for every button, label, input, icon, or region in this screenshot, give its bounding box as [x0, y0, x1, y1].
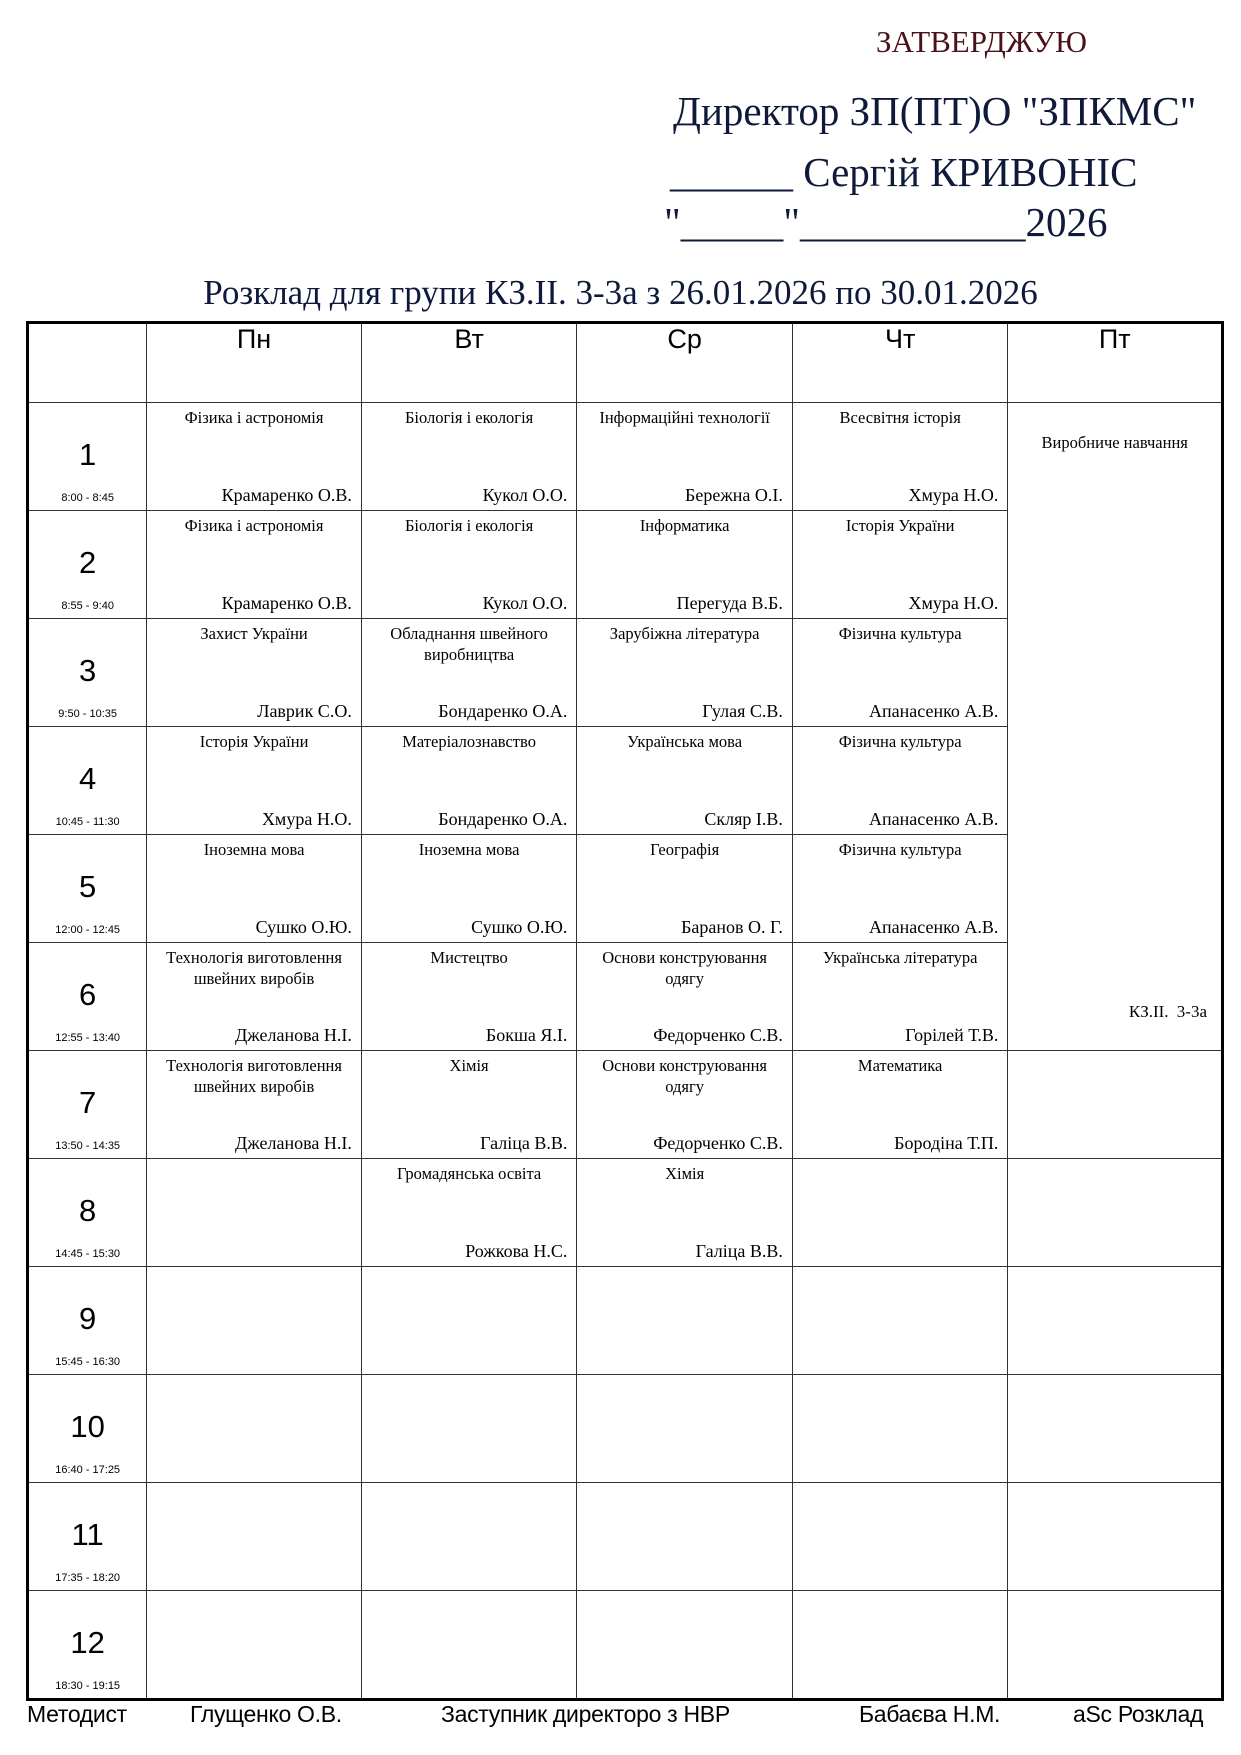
lesson-cell — [792, 1483, 1008, 1591]
lesson-cell — [361, 619, 577, 727]
lesson-cell — [361, 1591, 577, 1700]
lesson-teacher: Крамаренко О.В. — [221, 485, 352, 505]
period-number: 1 — [79, 437, 97, 472]
period-row — [28, 403, 1223, 511]
lesson-cell — [361, 835, 577, 943]
lesson-cell — [1008, 1375, 1223, 1483]
lesson-subject: Фізична культура — [838, 840, 962, 859]
lesson-subject: Основи конструювання одягу — [602, 1056, 768, 1096]
corner-cell — [28, 323, 147, 403]
period-cell — [28, 1051, 147, 1159]
lesson-cell — [361, 511, 577, 619]
lesson-subject: Історія України — [199, 732, 309, 751]
lesson-cell — [361, 943, 577, 1051]
lesson-teacher: Лаврик С.О. — [257, 701, 352, 721]
period-time: 9:50 - 10:35 — [58, 708, 117, 720]
lesson-teacher: Джеланова Н.І. — [235, 1133, 352, 1153]
period-cell — [28, 943, 147, 1051]
lesson-subject: Фізика і астрономія — [184, 516, 324, 535]
lesson-teacher: Галіца В.В. — [480, 1133, 568, 1153]
day-header-mon: Пн — [147, 323, 362, 403]
footer-deputy-label: Заступник директоро з НВР — [441, 1701, 730, 1727]
lesson-cell — [792, 1267, 1008, 1375]
lesson-teacher: Сушко О.Ю. — [255, 917, 352, 937]
period-cell — [28, 835, 147, 943]
lesson-cell — [577, 1483, 793, 1591]
lesson-cell — [361, 403, 577, 511]
lesson-cell — [147, 835, 362, 943]
lesson-teacher: Горілей Т.В. — [905, 1025, 999, 1045]
period-number: 7 — [79, 1085, 97, 1120]
lesson-cell — [792, 1375, 1008, 1483]
period-row — [28, 1375, 1223, 1483]
period-time: 13:50 - 14:35 — [55, 1140, 121, 1152]
lesson-teacher: Скляр І.В. — [704, 809, 783, 829]
lesson-cell — [792, 943, 1008, 1051]
friday-block-cell — [1008, 403, 1223, 1051]
period-time: 8:00 - 8:45 — [61, 492, 114, 504]
lesson-teacher: Сушко О.Ю. — [471, 917, 568, 937]
day-header-fri: Пт — [1008, 323, 1223, 403]
period-cell — [28, 1267, 147, 1375]
lesson-teacher: Апанасенко А.В. — [869, 917, 999, 937]
lesson-cell — [361, 1375, 577, 1483]
period-number: 4 — [79, 761, 97, 796]
period-time: 8:55 - 9:40 — [61, 600, 114, 612]
footer-software: aSc Розклад — [1073, 1701, 1204, 1727]
period-cell — [28, 1483, 147, 1591]
lesson-subject: Основи конструювання одягу — [602, 948, 768, 988]
lesson-teacher: Бондаренко О.А. — [438, 701, 568, 721]
lesson-cell — [577, 511, 793, 619]
friday-group: КЗ.ІІ. 3-3а — [1128, 1002, 1207, 1021]
approval-position: Директор ЗП(ПТ)О "ЗПКМС" — [673, 88, 1197, 134]
lesson-subject: Іноземна мова — [203, 840, 305, 859]
period-cell — [28, 511, 147, 619]
lesson-cell — [1008, 1267, 1223, 1375]
period-row — [28, 1591, 1223, 1700]
lesson-cell — [792, 511, 1008, 619]
period-number: 12 — [70, 1625, 105, 1660]
lesson-subject: Мистецтво — [430, 948, 508, 967]
lesson-cell — [361, 1051, 577, 1159]
lesson-cell — [361, 1267, 577, 1375]
lesson-cell — [577, 1267, 793, 1375]
approval-date: "_____"___________2026 — [664, 199, 1108, 245]
period-time: 18:30 - 19:15 — [55, 1680, 121, 1692]
period-cell — [28, 727, 147, 835]
lesson-cell — [577, 619, 793, 727]
lesson-teacher: Бондаренко О.А. — [438, 809, 568, 829]
lesson-subject: Захист України — [200, 624, 308, 643]
lesson-subject: Зарубіжна література — [609, 624, 760, 643]
lesson-cell — [1008, 1483, 1223, 1591]
lesson-cell — [577, 1159, 793, 1267]
lesson-subject: Інформатика — [639, 516, 730, 535]
lesson-teacher: Хмура Н.О. — [908, 593, 999, 613]
lesson-subject: Історія України — [845, 516, 955, 535]
lesson-teacher: Кукол О.О. — [482, 593, 568, 613]
lesson-cell — [361, 1483, 577, 1591]
lesson-subject: Громадянська освіта — [396, 1164, 542, 1183]
period-time: 10:45 - 11:30 — [55, 816, 120, 828]
lesson-subject: Всесвітня історія — [839, 408, 961, 427]
lesson-cell — [577, 403, 793, 511]
lesson-cell — [147, 1051, 362, 1159]
lesson-teacher: Федорченко С.В. — [653, 1025, 783, 1045]
period-number: 2 — [79, 545, 97, 580]
period-cell — [28, 619, 147, 727]
lesson-cell — [792, 1159, 1008, 1267]
lesson-cell — [147, 943, 362, 1051]
lesson-subject: Математика — [857, 1056, 943, 1075]
lesson-subject: Українська мова — [627, 732, 743, 751]
period-number: 9 — [79, 1301, 97, 1336]
lesson-cell — [792, 1591, 1008, 1700]
lesson-cell — [147, 1483, 362, 1591]
lesson-cell — [147, 619, 362, 727]
period-number: 10 — [70, 1409, 105, 1444]
lesson-subject: Біологія і екологія — [404, 408, 534, 427]
lesson-subject: Хімія — [449, 1056, 489, 1075]
lesson-teacher: Апанасенко А.В. — [869, 701, 999, 721]
lesson-cell — [577, 943, 793, 1051]
lesson-cell — [147, 511, 362, 619]
lesson-teacher: Хмура Н.О. — [908, 485, 999, 505]
period-row — [28, 1051, 1223, 1159]
lesson-teacher: Бокша Я.І. — [485, 1025, 568, 1045]
period-number: 3 — [79, 653, 97, 688]
lesson-cell — [147, 1375, 362, 1483]
approval-signature: ______ Сергій КРИВОНІС — [670, 149, 1138, 195]
friday-subject: Виробниче навчання — [1041, 433, 1188, 452]
lesson-subject: Українська література — [822, 948, 978, 967]
period-number: 5 — [79, 869, 97, 904]
lesson-subject: Технологія виготовлення швейних виробів — [166, 1056, 342, 1096]
lesson-cell — [577, 1591, 793, 1700]
lesson-cell — [792, 403, 1008, 511]
lesson-subject: Фізична культура — [838, 624, 962, 643]
period-time: 16:40 - 17:25 — [55, 1464, 121, 1476]
lesson-cell — [792, 727, 1008, 835]
lesson-teacher: Баранов О. Г. — [681, 917, 783, 937]
lesson-teacher: Гулая С.В. — [702, 701, 783, 721]
header-row — [28, 323, 1223, 403]
day-header-thu: Чт — [792, 323, 1008, 403]
period-time: 14:45 - 15:30 — [55, 1248, 121, 1260]
lesson-teacher: Бородіна Т.П. — [894, 1133, 999, 1153]
lesson-teacher: Джеланова Н.І. — [235, 1025, 352, 1045]
period-cell — [28, 1159, 147, 1267]
lesson-teacher: Крамаренко О.В. — [221, 593, 352, 613]
lesson-subject: Іноземна мова — [418, 840, 520, 859]
lesson-cell — [577, 1051, 793, 1159]
lesson-subject: Матеріалознавство — [402, 732, 536, 751]
lesson-subject: Географія — [650, 840, 720, 859]
lesson-subject: Технологія виготовлення швейних виробів — [166, 948, 342, 988]
lesson-subject: Фізика і астрономія — [184, 408, 324, 427]
period-time: 12:55 - 13:40 — [55, 1032, 121, 1044]
lesson-subject: Хімія — [665, 1164, 705, 1183]
lesson-teacher: Апанасенко А.В. — [869, 809, 999, 829]
lesson-cell — [1008, 1591, 1223, 1700]
lesson-teacher: Перегуда В.Б. — [676, 593, 783, 613]
lesson-teacher: Кукол О.О. — [482, 485, 568, 505]
lesson-cell — [147, 1591, 362, 1700]
lesson-cell — [361, 1159, 577, 1267]
lesson-cell — [577, 835, 793, 943]
lesson-teacher: Федорченко С.В. — [653, 1133, 783, 1153]
period-row — [28, 1159, 1223, 1267]
lesson-cell — [792, 835, 1008, 943]
page-title: Розклад для групи КЗ.ІІ. 3-3а з 26.01.2026 по 30.01.2026 — [203, 273, 1038, 312]
lesson-teacher: Рожкова Н.С. — [465, 1241, 568, 1261]
footer-methodist-label: Методист — [27, 1701, 127, 1727]
lesson-teacher: Хмура Н.О. — [261, 809, 352, 829]
lesson-cell — [577, 727, 793, 835]
approval-heading: ЗАТВЕРДЖУЮ — [876, 24, 1087, 59]
period-row — [28, 1483, 1223, 1591]
day-header-tue: Вт — [361, 323, 577, 403]
lesson-subject: Інформаційні технології — [599, 408, 770, 427]
period-time: 15:45 - 16:30 — [55, 1356, 121, 1368]
day-header-wed: Ср — [577, 323, 793, 403]
lesson-cell — [147, 1159, 362, 1267]
period-number: 8 — [79, 1193, 97, 1228]
period-row — [28, 1267, 1223, 1375]
lesson-subject: Обладнання швейного виробництва — [390, 624, 548, 664]
period-time: 17:35 - 18:20 — [55, 1572, 121, 1584]
lesson-teacher: Бережна О.І. — [685, 485, 783, 505]
lesson-subject: Біологія і екологія — [404, 516, 534, 535]
lesson-cell — [792, 1051, 1008, 1159]
lesson-cell — [792, 619, 1008, 727]
lesson-cell — [147, 727, 362, 835]
period-cell — [28, 1591, 147, 1700]
period-number: 11 — [71, 1517, 104, 1552]
schedule-table — [26, 321, 1224, 1701]
lesson-cell — [1008, 1051, 1223, 1159]
lesson-cell — [1008, 1159, 1223, 1267]
lesson-teacher: Галіца В.В. — [695, 1241, 783, 1261]
period-cell — [28, 403, 147, 511]
period-cell — [28, 1375, 147, 1483]
footer-methodist-name: Глущенко О.В. — [190, 1701, 342, 1727]
lesson-cell — [147, 403, 362, 511]
lesson-cell — [361, 727, 577, 835]
lesson-cell — [577, 1375, 793, 1483]
lesson-subject: Фізична культура — [838, 732, 962, 751]
period-time: 12:00 - 12:45 — [55, 924, 121, 936]
lesson-cell — [147, 1267, 362, 1375]
period-number: 6 — [79, 977, 97, 1012]
footer-deputy-name: Бабаєва Н.М. — [859, 1701, 1001, 1727]
